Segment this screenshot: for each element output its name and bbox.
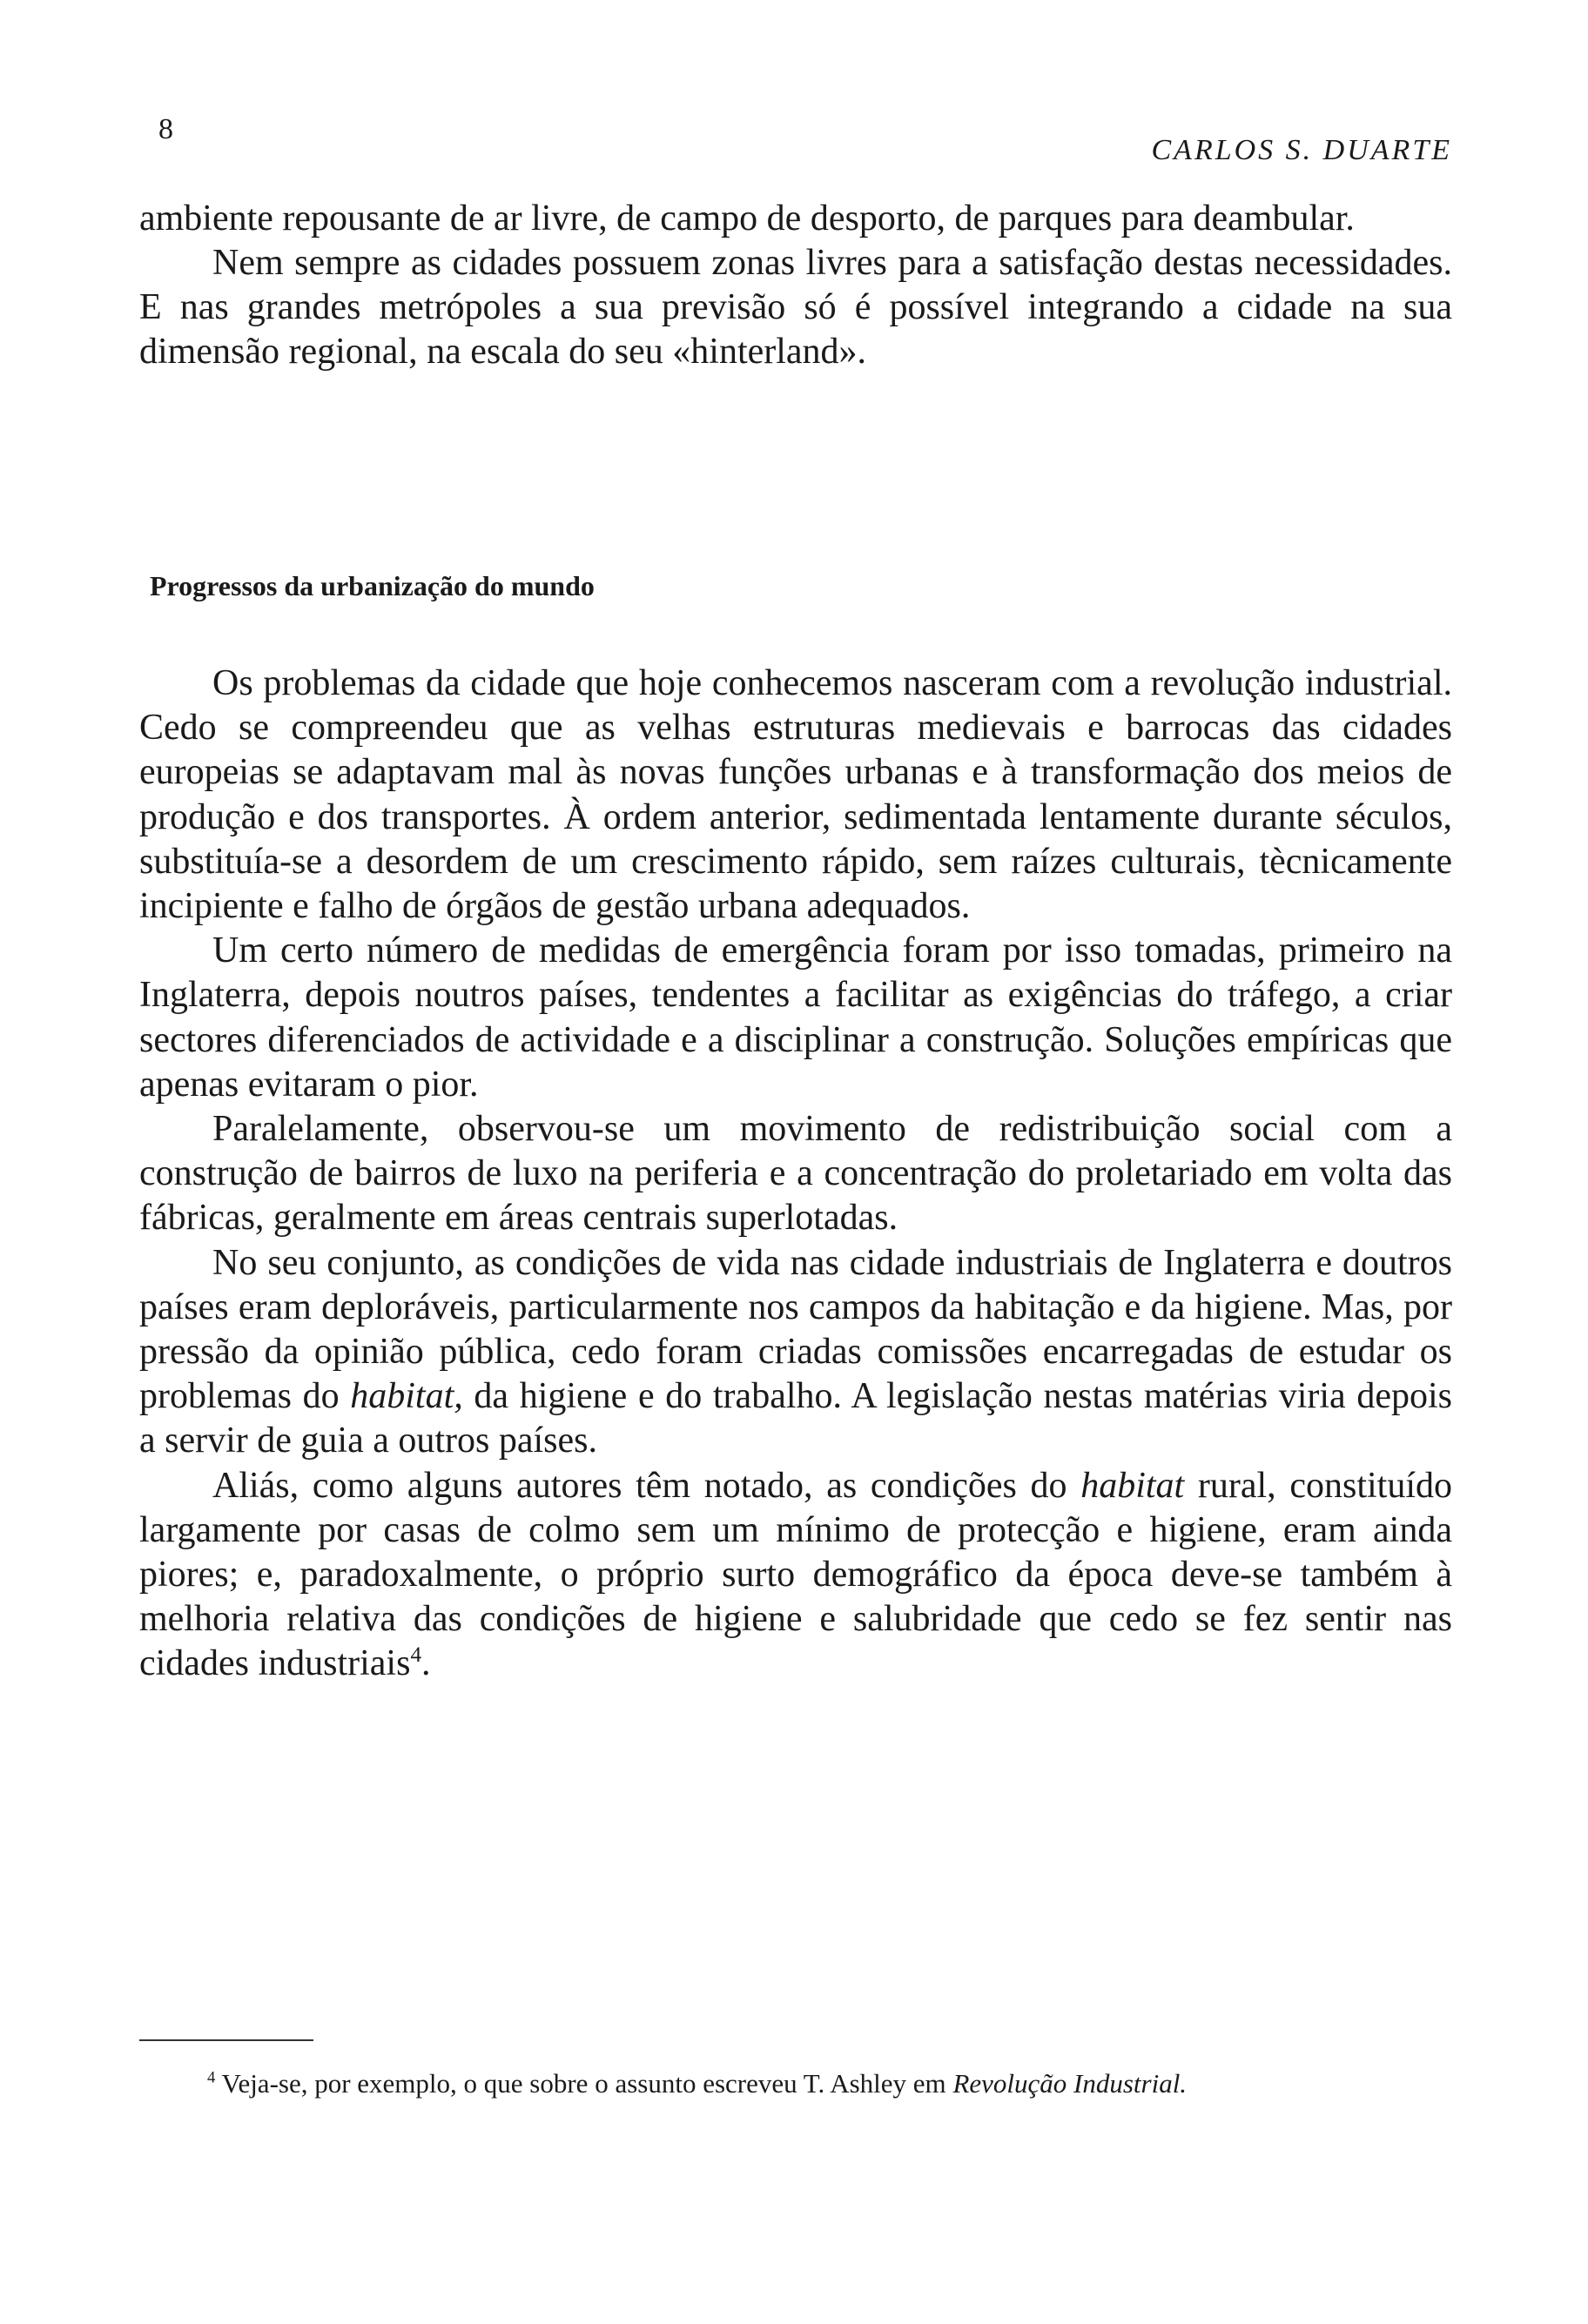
footnote-title: Revolução Industrial. xyxy=(952,2068,1188,2099)
paragraph xyxy=(139,1241,1452,1464)
paragraph: Um certo número de medidas de emergência foram por isso tomadas, primeiro na Inglaterra, depois noutros países, tendentes a facilitar as exigências do tráfego, a criar sectores diferenciados de actividade e a disciplinar a construção. Soluções empíricas que apenas evitaram o pior. xyxy=(139,930,1452,1105)
running-head: CARLOS S. DUARTE xyxy=(1151,134,1452,166)
italic-term: habitat, xyxy=(350,1376,463,1417)
footnote xyxy=(139,2065,1452,2103)
paragraph: ambiente repousante de ar livre, de campo de desporto, de parques para deambular. xyxy=(139,198,1355,238)
text-run: . xyxy=(421,1643,431,1684)
paragraph: Nem sempre as cidades possuem zonas livres para a satisfação destas necessidades. E nas grandes metrópoles a sua previsão só é possível integrando a cidade na sua dimensão regional, na escala do seu «hinterland». xyxy=(139,243,1452,372)
footnote-reference[interactable]: 4 xyxy=(410,1643,422,1668)
paragraph: Os problemas da cidade que hoje conhecemos nasceram com a revolução industrial. Cedo se compreendeu que as velhas estruturas medievais e barrocas das cidades europeias se adaptavam mal às novas funções urbanas e à transformação dos meios de produção e dos transportes. À ordem anterior, sedimentada lentamente durante séculos, substituía-se a desordem de um crescimento rápido, sem raízes culturais, tècnicamente incipiente e falho de órgãos de gestão urbana adequados. xyxy=(139,663,1452,927)
footnote-marker: 4 xyxy=(207,2068,216,2087)
paragraph xyxy=(139,1464,1452,1687)
text-run: rural, constituído largamente por casas de colmo sem um mínimo de protecção e higiene, eram ainda piores; e, paradoxalmente, o próprio surto demográfico da época deve-se também à melhoria relativa das condições de higiene e salubridade que cedo se fez sentir nas cidades industriais xyxy=(139,1465,1452,1684)
section-body xyxy=(139,662,1452,1687)
footnote-divider xyxy=(139,2039,313,2041)
text-run: No seu conjunto, as condições de vida nas cidade industriais de Inglaterra e doutros países eram deploráveis, particularmente nos campos da habitação e da higiene. Mas, por pressão da opinião pública, cedo foram criadas comissões encarregadas de estudar os problemas do xyxy=(139,1242,1452,1417)
text-run: Aliás, como alguns autores têm notado, as condições do xyxy=(212,1465,1081,1506)
page-number: 8 xyxy=(158,113,173,145)
paragraph: Paralelamente, observou-se um movimento de redistribuição social com a construção de bairros de luxo na periferia e a concentração do proletariado em volta das fábricas, geralmente em áreas centrais superlotadas. xyxy=(139,1109,1452,1239)
italic-term: habitat xyxy=(1080,1465,1185,1506)
footnote-text: Veja-se, por exemplo, o que sobre o assunto escreveu T. Ashley em xyxy=(215,2068,953,2099)
page-header xyxy=(139,113,1452,165)
section-heading: Progressos da urbanização do mundo xyxy=(150,570,595,601)
text-run: da higiene e do trabalho. A legislação nestas matérias viria depois a servir de guia a outros países. xyxy=(139,1376,1453,1461)
continued-text xyxy=(139,197,1452,374)
